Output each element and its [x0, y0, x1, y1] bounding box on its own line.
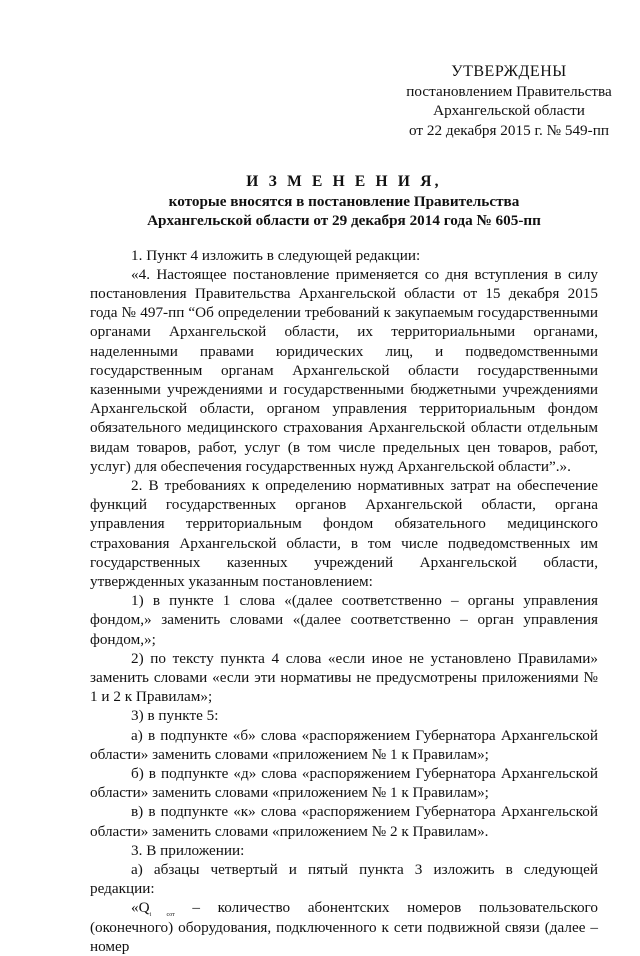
paragraph-10: 3. В приложении: [90, 841, 598, 860]
formula-subscript: i сот [150, 912, 175, 918]
paragraph-2: «4. Настоящее постановление применяется со дня вступления в силу постановления Правительства Архангельской области от 15 декабря 2015 года № 497-пп “Об определении требований к закупаемым государственными органами Архангельской области, их территориальными органами, наделенными правами юридических лиц, и подведомственными государственным органам Архангельской области государственными казенными учреждениями и государственными бюджетными учреждениями Архангельской области, органом управления территориальным фондом обязательного медицинского страхования Архангельской области отдельным видам товаров, работ, услуг (в том числе предельных цен товаров, работ, услуг) для обеспечения государственных нужд Архангельской области”.». [90, 265, 598, 476]
paragraph-7: а) в подпункте «б» слова «распоряжением Губернатора Архангельской области» заменить словами «приложением № 1 к Правилам»; [90, 726, 598, 764]
approval-line-3: от 22 декабря 2015 г. № 549-пп [380, 121, 638, 141]
approval-line-2: Архангельской области [380, 101, 638, 121]
document-title [90, 172, 598, 231]
paragraph-8: б) в подпункте «д» слова «распоряжением Губернатора Архангельской области» заменить словами «приложением № 1 к Правилам»; [90, 764, 598, 802]
document-body [90, 246, 598, 956]
paragraph-4: 1) в пункте 1 слова «(далее соответственно – органы управления фондом,» заменить словами «(далее соответственно – орган управления фондом,»; [90, 591, 598, 649]
approval-stamp [380, 62, 638, 140]
approval-line-1: постановлением Правительства [380, 82, 638, 102]
paragraph-12 [90, 898, 598, 956]
paragraph-1: 1. Пункт 4 изложить в следующей редакции: [90, 246, 598, 265]
paragraph-11: а) абзацы четвертый и пятый пункта 3 изложить в следующей редакции: [90, 860, 598, 898]
paragraph-6: 3) в пункте 5: [90, 706, 598, 725]
title-line-2: Архангельской области от 29 декабря 2014 года № 605-пп [90, 211, 598, 231]
formula-symbol: «Q [131, 899, 150, 916]
title-line-1: которые вносятся в постановление Правительства [90, 192, 598, 212]
title-heading: И З М Е Н Е Н И Я, [90, 172, 598, 192]
paragraph-3: 2. В требованиях к определению нормативных затрат на обеспечение функций государственных органов Архангельской области, органа управления территориальным фондом обязательного медицинского страхования Архангельской области, в том числе подведомственных им государственных казенных учреждений Архангельской области, утвержденных указанным постановлением: [90, 476, 598, 591]
paragraph-5: 2) по тексту пункта 4 слова «если иное не установлено Правилами» заменить словами «если эти нормативы не предусмотрены приложениями № 1 и 2 к Правилам»; [90, 649, 598, 707]
formula-definition: – количество абонентских номеров пользовательского (оконечного) оборудования, подключенного к сети подвижной связи (далее – номер [90, 899, 598, 954]
approval-heading: УТВЕРЖДЕНЫ [380, 62, 638, 82]
paragraph-9: в) в подпункте «к» слова «распоряжением Губернатора Архангельской области» заменить словами «приложением № 2 к Правилам». [90, 802, 598, 840]
